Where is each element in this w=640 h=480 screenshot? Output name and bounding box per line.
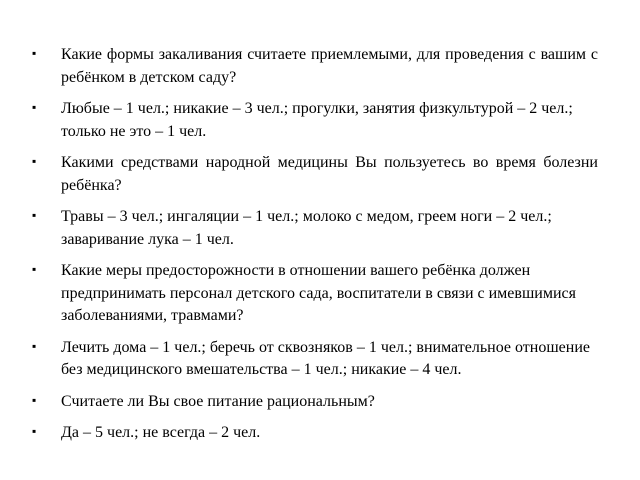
bullet-text: Какие формы закаливания считаете приемлемыми, для проведения с вашим с ребёнком в детском саду? <box>61 46 598 86</box>
bullet-item-question-nutrition <box>32 391 598 414</box>
bullet-square-icon: ▪ <box>32 262 37 276</box>
bullet-item-question-hardening <box>32 44 598 89</box>
bullet-square-icon: ▪ <box>32 46 37 60</box>
bullet-item-answer-precautions <box>32 337 598 382</box>
bullet-text: Какими средствами народной медицины Вы пользуетесь во время болезни ребёнка? <box>61 154 598 194</box>
bullet-square-icon: ▪ <box>32 424 37 438</box>
bullet-square-icon: ▪ <box>32 154 37 168</box>
bullet-item-answer-hardening <box>32 98 598 143</box>
bullet-text: Считаете ли Вы свое питание рациональным? <box>61 392 375 410</box>
bullet-square-icon: ▪ <box>32 392 37 407</box>
bullet-text: Какие меры предосторожности в отношении вашего ребёнка должен предпринимать персонал детского сада, воспитатели в связи с имевшимися заболеваниями, травмами? <box>61 262 576 324</box>
bullet-item-question-folk-medicine <box>32 152 598 197</box>
bullet-text: Да – 5 чел.; не всегда – 2 чел. <box>61 424 261 441</box>
bullet-square-icon: ▪ <box>32 208 37 222</box>
bullet-square-icon: ▪ <box>32 338 37 353</box>
bullet-text: Травы – 3 чел.; ингаляции – 1 чел.; молоко с медом, греем ноги – 2 чел.; заваривание лука – 1 чел. <box>61 208 552 248</box>
bullet-item-answer-nutrition <box>32 422 598 445</box>
bullet-item-question-precautions <box>32 260 598 328</box>
bullet-text: Лечить дома – 1 чел.; беречь от сквозняков – 1 чел.; внимательное отношение без медицинского вмешательства – 1 чел.; никакие – 4 чел. <box>61 338 590 378</box>
bullet-square-icon: ▪ <box>32 100 37 114</box>
survey-bullet-list <box>32 44 598 454</box>
bullet-text: Любые – 1 чел.; никакие – 3 чел.; прогулки, занятия физкультурой – 2 чел.; только не это – 1 чел. <box>61 100 573 140</box>
bullet-item-answer-folk-medicine <box>32 206 598 251</box>
